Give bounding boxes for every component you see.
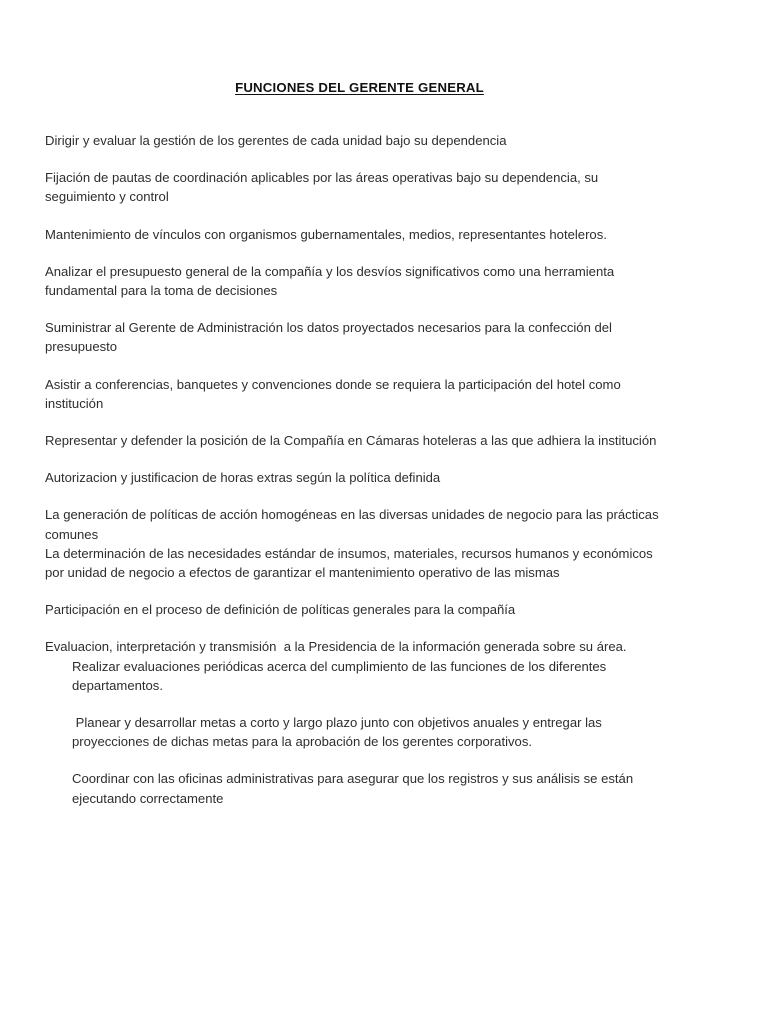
paragraph-14: Planear y desarrollar metas a corto y largo plazo junto con objetivos anuales y entregar las proyecciones de dichas metas para la aprobación de los gerentes corporativos.	[72, 715, 606, 750]
paragraph-13: Realizar evaluaciones periódicas acerca del cumplimiento de las funciones de los diferentes departamentos.	[72, 658, 610, 693]
paragraph-5: Suministrar al Gerente de Administración los datos proyectados necesarios para la confección del presupuesto	[45, 320, 616, 355]
paragraph-3: Mantenimiento de vínculos con organismos gubernamentales, medios, representantes hoteleros.	[45, 226, 607, 242]
paragraph-12: Evaluacion, interpretación y transmisión a la Presidencia de la información generada sobre su área.	[45, 639, 627, 655]
paragraph-8: Autorizacion y justificacion de horas extras según la política definida	[45, 470, 441, 486]
paragraph-11: Participación en el proceso de definición de políticas generales para la compañía	[45, 602, 516, 618]
paragraph-9: La generación de políticas de acción homogéneas en las diversas unidades de negocio para las prácticas comunes	[45, 507, 663, 542]
paragraph-2: Fijación de pautas de coordinación aplicables por las áreas operativas bajo su dependencia, su seguimiento y control	[45, 170, 602, 205]
paragraph-1: Dirigir y evaluar la gestión de los gerentes de cada unidad bajo su dependencia	[45, 133, 507, 148]
page-title	[45, 78, 660, 97]
paragraph-6: Asistir a conferencias, banquetes y convenciones donde se requiera la participación del hotel como institución	[45, 376, 625, 411]
paragraph-10: La determinación de las necesidades estándar de insumos, materiales, recursos humanos y económicos por unidad de negocio a efectos de garantizar el mantenimiento operativo de las mismas	[45, 545, 657, 581]
paragraph-15: Coordinar con las oficinas administrativas para asegurar que los registros y sus análisis se están ejecutando correctamente	[72, 771, 637, 806]
page-title-text: FUNCIONES DEL GERENTE GENERAL	[235, 80, 484, 95]
document-body	[45, 78, 663, 808]
paragraph-4: Analizar el presupuesto general de la compañía y los desvíos significativos como una herramienta fundamental para la toma de decisiones	[45, 263, 618, 299]
paragraph-7: Representar y defender la posición de la Compañía en Cámaras hoteleras a las que adhiera la institución	[45, 433, 657, 449]
